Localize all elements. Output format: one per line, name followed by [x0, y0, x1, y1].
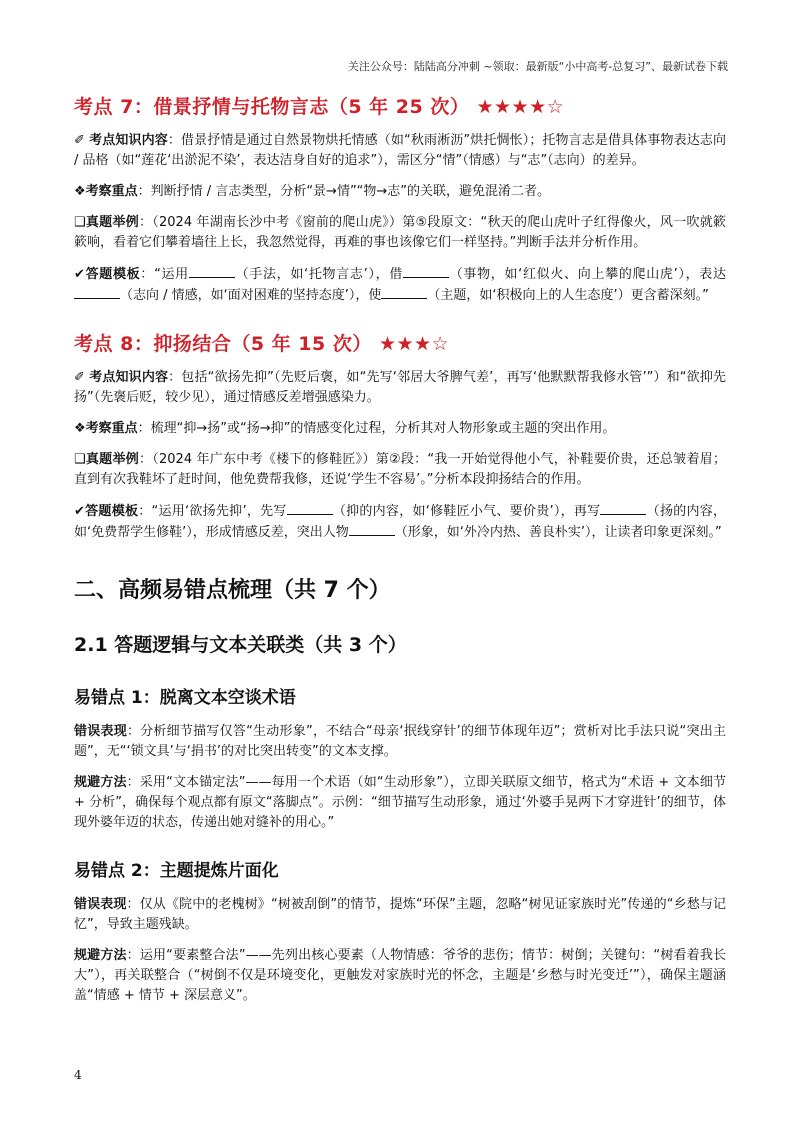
- kd7-example: ❑真题举例：（2024 年湖南长沙中考《窗前的爬山虎》）第⑤段原文：“秋天的爬山虎叶子红得像火，风一吹就簌簌响，看着它们攀着墙往上长，我忽然觉得，再难的事也该像它们一样坚持。”判断手法并分析作用。: [74, 215, 726, 250]
- err2-title: 易错点 2：主题提炼片面化: [74, 861, 279, 881]
- fill-blank: [189, 264, 235, 278]
- err1-wrong: 错误表现：分析细节描写仅答“生动形象”，不结合“母亲‘抿线穿针’的细节体现年迈”；赏析对比手法只说“突出主题”，无“‘锁文具’与‘捐书’的对比突出转变”的文本支撑。: [74, 724, 726, 759]
- kd8-title: 考点 8：抑扬结合（5 年 15 次） ★★★☆: [74, 333, 450, 355]
- checkbox-icon: ❑: [74, 215, 86, 230]
- rating-stars-icon: ★★★★☆: [476, 96, 565, 118]
- page-header: 关注公众号：陆陆高分冲刺 ~领取：最新版“小中高考-总复习”、最新试卷下载: [347, 60, 728, 73]
- kd8-knowledge: ✐ 考点知识内容：包括“欲扬先抑”（先贬后褒，如“先写‘邻居大爷脾气差’，再写‘他默默帮我修水管’”）和“欲抑先扬”（先褒后贬，较少见），通过情感反差增强感染力。: [74, 370, 726, 405]
- err1-title: 易错点 1：脱离文本空谈术语: [74, 688, 296, 708]
- checkbox-icon: ❑: [74, 452, 86, 467]
- page-number: 4: [74, 1068, 82, 1082]
- fill-blank: [74, 285, 120, 299]
- kd7-title: 考点 7：借景抒情与托物言志（5 年 25 次） ★★★★☆: [74, 96, 565, 118]
- diamond-icon: ❖: [74, 184, 86, 199]
- kd7-template: ✔答题模板：“运用 （手法，如‘托物言志’），借 （事物，如‘红似火、向上攀的爬山虎’），表达（志向 / 情感，如‘面对困难的坚持态度’），使 （主题，如‘积极向上的人生态度’）更含蓄深刻。”: [74, 264, 726, 306]
- fill-blank: [403, 264, 449, 278]
- pencil-icon: ✐: [74, 370, 85, 385]
- checkmark-icon: ✔: [74, 267, 85, 282]
- diamond-icon: ❖: [74, 421, 86, 436]
- err1-avoid: 规避方法：采用“文本锚定法”——每用一个术语（如“生动形象”），立即关联原文细节，格式为“术语 + 文本细节 + 分析”，确保每个观点都有原文“落脚点”。示例：“细节描写生动形象，通过‘外婆手晃两下才穿进针’的细节，体现外婆年迈的状态，传递出她对缝补的用心。”: [74, 775, 726, 830]
- kd7-focus: ❖考察重点：判断抒情 / 言志类型，分析“景→情”“物→志”的关联，避免混淆二者。: [74, 184, 551, 199]
- pencil-icon: ✐: [74, 133, 85, 148]
- err2-avoid: 规避方法：运用“要素整合法”——先列出核心要素（人物情感：爷爷的悲伤；情节：树倒；关键句：“树看着我长大”），再关联整合（“树倒不仅是环境变化，更触发对家族时光的怀念，主题是‘乡愁与时光变迁’”），确保主题涵盖“情感 + 情节 + 深层意义”。: [74, 948, 726, 1003]
- page-content: [74, 92, 726, 1017]
- kd8-focus: ❖考察重点：梳理“抑→扬”或“扬→抑”的情感变化过程，分析其对人物形象或主题的突出作用。: [74, 421, 616, 436]
- rating-stars-icon: ★★★☆: [378, 333, 450, 355]
- kd7-knowledge: ✐ 考点知识内容：借景抒情是通过自然景物烘托情感（如“秋雨淅沥”烘托惆怅）；托物言志是借具体事物表达志向 / 品格（如“莲花‘出淤泥不染’，表达洁身自好的追求”），需区分“情”（情感）与“志”（志向）的差异。: [74, 133, 726, 168]
- kd8-template: ✔答题模板：“运用‘欲扬先抑’，先写 （抑的内容，如‘修鞋匠小气、要价贵’），再写 （扬的内容，如‘免费帮学生修鞋’），形成情感反差，突出人物 （形象，如‘外冷内热、善良朴实’），让读者印象更深刻。”: [74, 501, 726, 543]
- section-title: 二、高频易错点梳理（共 7 个）: [74, 578, 391, 603]
- subsection-title: 2.1 答题逻辑与文本关联类（共 3 个）: [74, 634, 407, 656]
- fill-blank: [381, 285, 427, 299]
- err2-wrong: 错误表现：仅从《院中的老槐树》“树被刮倒”的情节，提炼“环保”主题，忽略“树见证家族时光”传递的“乡愁与记忆”，导致主题残缺。: [74, 897, 726, 932]
- fill-blank: [600, 501, 646, 515]
- kd8-example: ❑真题举例：（2024 年广东中考《楼下的修鞋匠》）第②段：“我一开始觉得他小气，补鞋要价贵，还总皱着眉；直到有次我鞋坏了赶时间，他免费帮我修，还说‘学生不容易’。”分析本段抑扬结合的作用。: [74, 452, 726, 487]
- checkmark-icon: ✔: [74, 504, 85, 519]
- fill-blank: [287, 501, 333, 515]
- fill-blank: [349, 522, 395, 536]
